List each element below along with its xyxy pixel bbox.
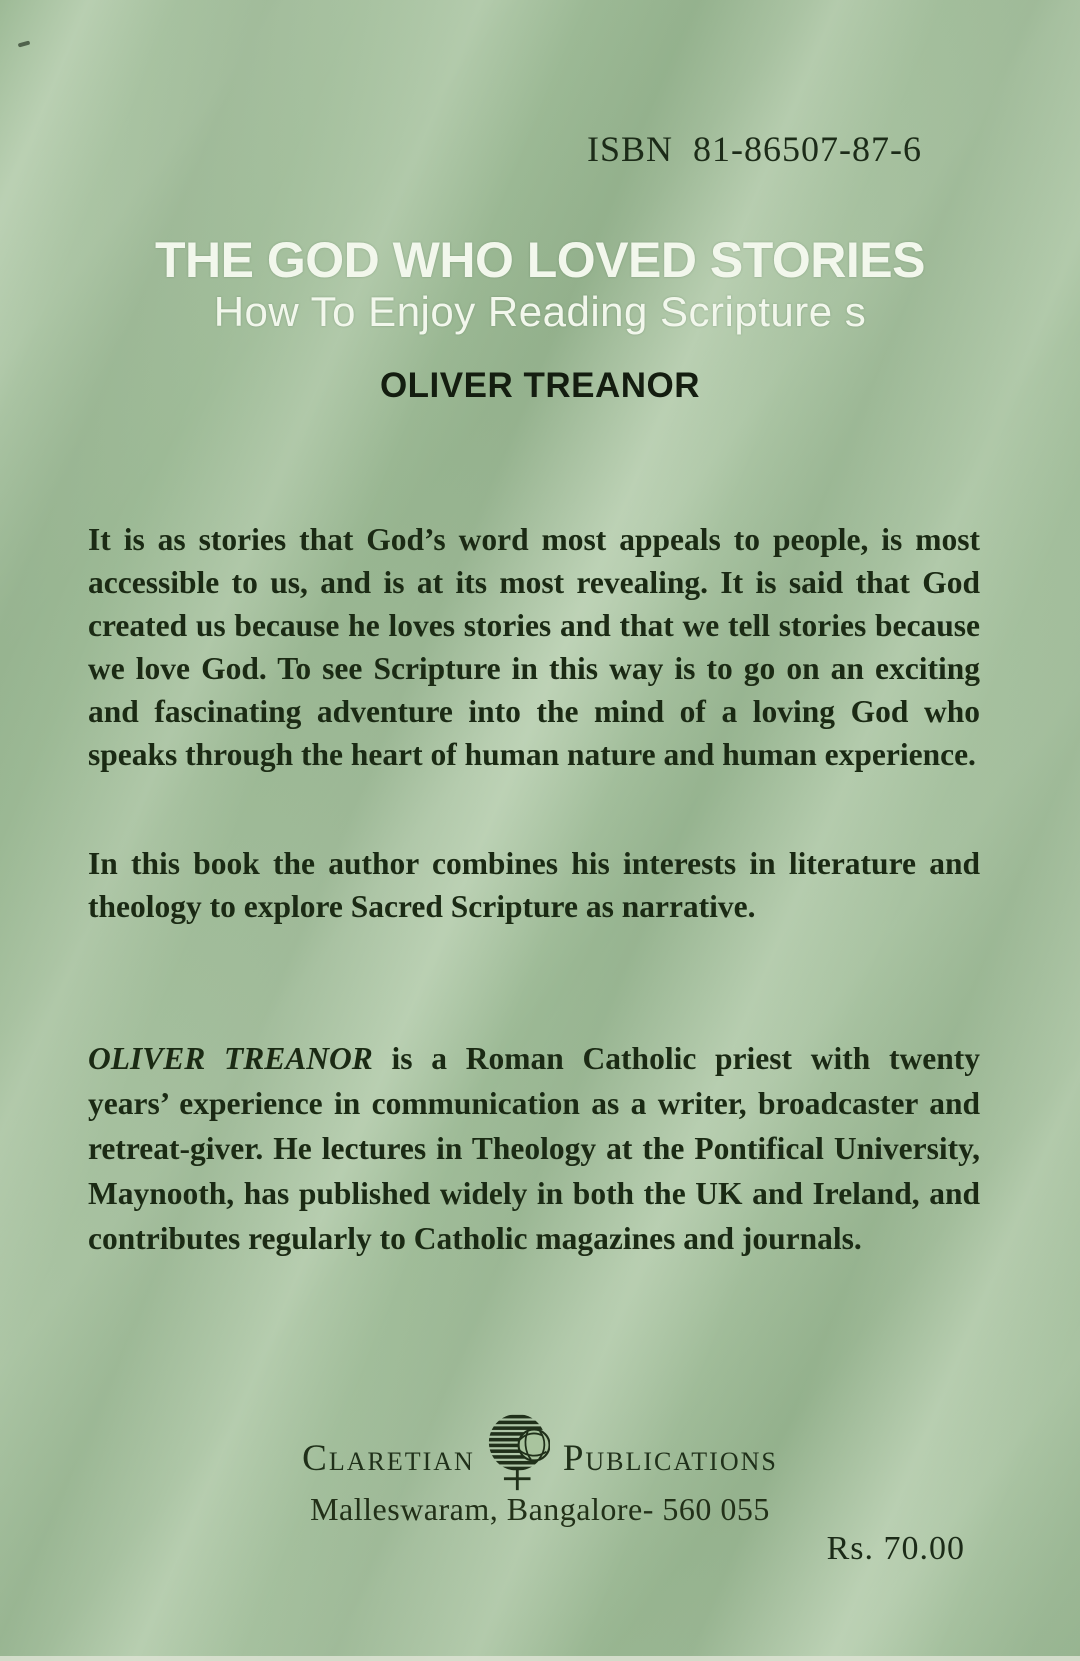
isbn-text: ISBN 81-86507-87-6 (587, 129, 922, 169)
synopsis-paragraph-1: It is as stories that God’s word most appeals to people, is most accessible to us, and is at its most revealing. It is said that God created us because he loves stories and that we tell stories because we love God. To see Scripture in this way is to go on an exciting and fascinating adventure into the mind of a loving God who speaks through the heart of human nature and human experience. (88, 522, 980, 772)
price-label: Rs. 70.00 (826, 1530, 965, 1567)
publisher-block (0, 1412, 1080, 1527)
author-bio-name: OLIVER TREANOR (88, 1041, 373, 1076)
publisher-row (302, 1412, 778, 1501)
publisher-address: Malleswaram, Bangalore- 560 055 (310, 1491, 770, 1527)
book-title: THE GOD WHO LOVED STORIES (155, 232, 925, 288)
book-subtitle: How To Enjoy Reading Scripture s (213, 288, 867, 335)
publisher-name-right: Publications (562, 1438, 778, 1479)
title-block (0, 233, 1080, 335)
synopsis-paragraph-2: In this book the author combines his interests in literature and theology to explore Sacred Scripture as narrative. (88, 846, 980, 924)
scan-edge (0, 1656, 1080, 1661)
author-name: OLIVER TREANOR (379, 366, 701, 405)
publisher-name-left: Claretian (302, 1438, 475, 1479)
author-bio-paragraph (88, 1036, 980, 1261)
author-bio-text: is a Roman Catholic priest with twenty years’ experience in communication as a writer, broadcaster and retreat-giver. He lectures in Theology at the Pontifical University, Maynooth, has published widely in both the UK and Ireland, and contributes regularly to Catholic magazines and journals. (88, 1041, 980, 1256)
claretian-globe-logo (488, 1412, 550, 1501)
scan-speck (18, 41, 31, 48)
